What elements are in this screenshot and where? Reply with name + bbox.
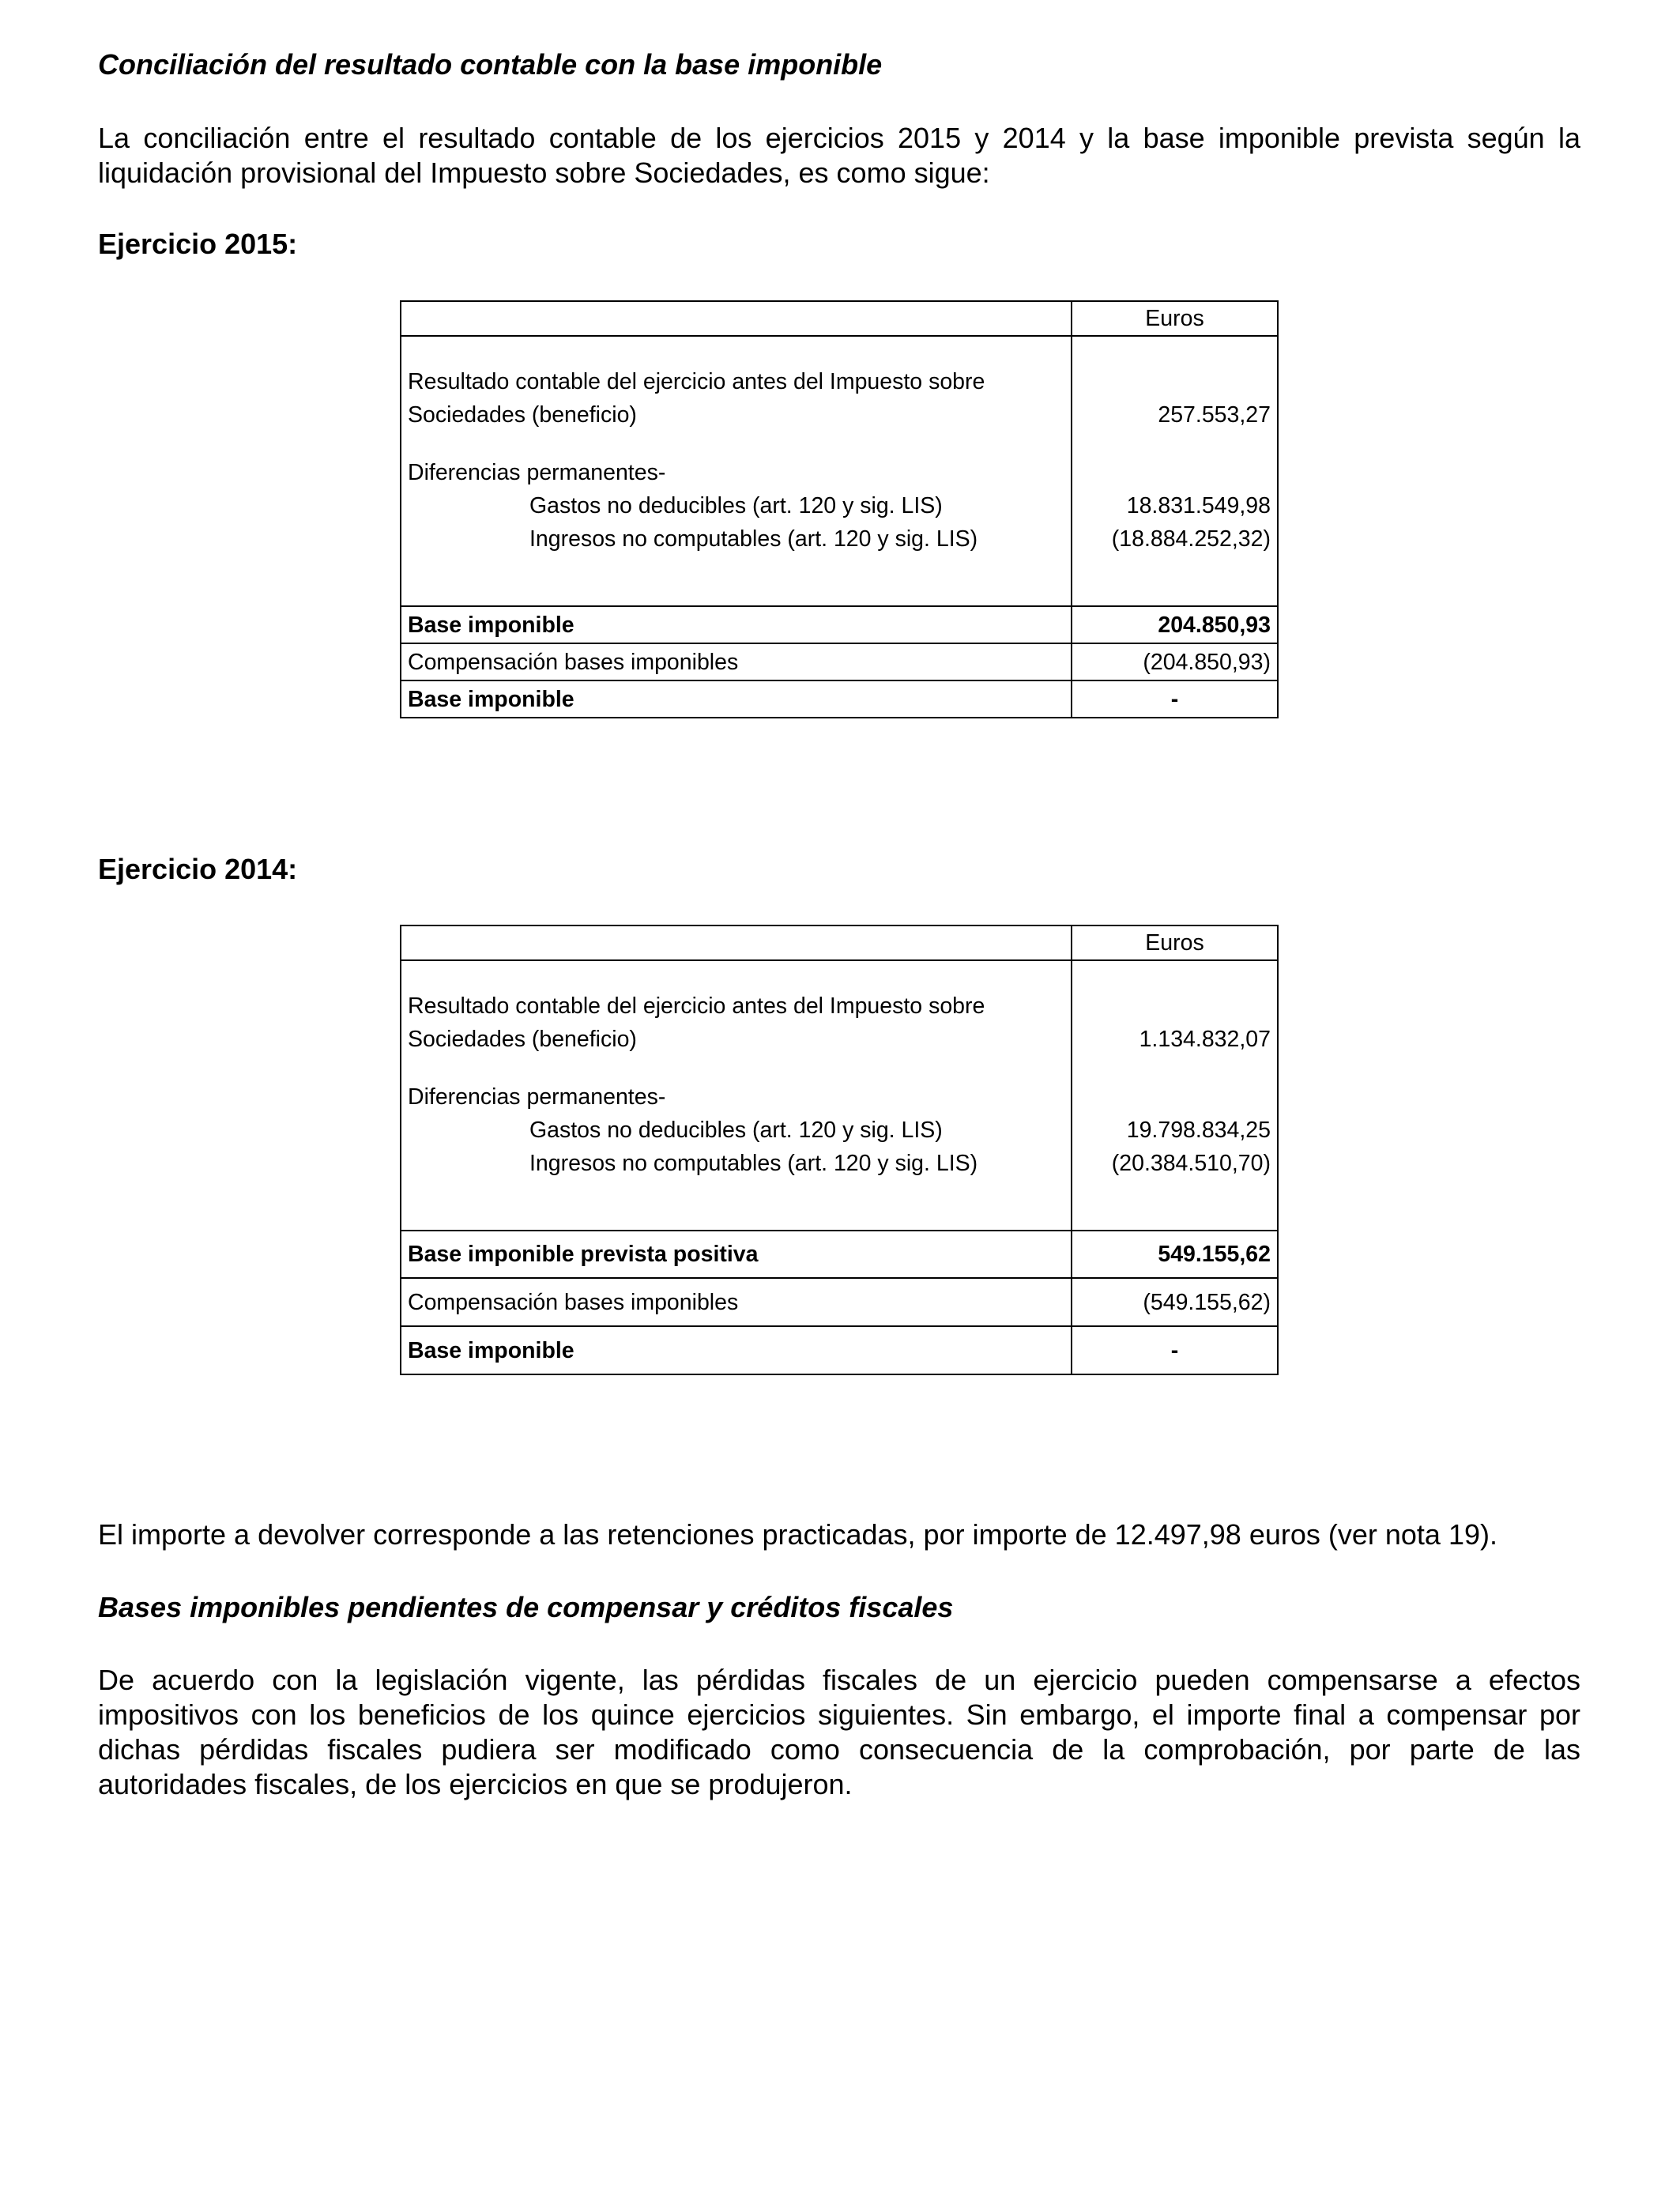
table-2014-blank-header [401, 925, 1072, 960]
table-2014-detail-values [1072, 960, 1278, 1231]
comp-value: (204.850,93) [1072, 643, 1278, 680]
final-value: - [1072, 680, 1278, 718]
table-2014-detail-labels [401, 960, 1072, 1231]
table-2014 [400, 925, 1279, 1375]
base-value: 204.850,93 [1072, 606, 1278, 643]
result-value: 257.553,27 [1158, 402, 1271, 428]
subsection-title: Bases imponibles pendientes de compensar y créditos fiscales [98, 1591, 954, 1623]
table-2015-blank-header [401, 301, 1072, 336]
base-value: 549.155,62 [1072, 1231, 1278, 1278]
refund-paragraph: El importe a devolver corresponde a las retenciones practicadas, por importe de 12.497,98 euros (ver nota 19). [98, 1518, 1497, 1551]
final-label: Base imponible [401, 1326, 1072, 1374]
result-label-line2: Sociedades (beneficio) [408, 1027, 637, 1052]
final-label: Base imponible [401, 680, 1072, 718]
ingresos-label: Ingresos no computables (art. 120 y sig. LIS) [529, 526, 978, 552]
section-title: Conciliación del resultado contable con la base imponible [98, 48, 883, 81]
legislation-paragraph: De acuerdo con la legislación vigente, las pérdidas fiscales de un ejercicio pueden compensarse a efectos impositivos con los beneficios de los quince ejercicios siguientes. Sin embargo, el importe final a compensar por dichas pérdidas fiscales pudiera ser modificado como consecuencia de la comprobación, por parte de las autoridades fiscales, de los ejercicios en que se produjeron. [98, 1664, 1580, 1800]
ingresos-value: (18.884.252,32) [1111, 526, 1271, 552]
gastos-value: 19.798.834,25 [1126, 1118, 1271, 1143]
gastos-label: Gastos no deducibles (art. 120 y sig. LIS) [529, 493, 943, 518]
ingresos-label: Ingresos no computables (art. 120 y sig. LIS) [529, 1151, 978, 1176]
table-2015-detail-values [1072, 336, 1278, 606]
result-label-line1: Resultado contable del ejercicio antes del Impuesto sobre [408, 369, 985, 394]
table-2015-detail-labels [401, 336, 1072, 606]
gastos-label: Gastos no deducibles (art. 120 y sig. LIS) [529, 1118, 943, 1143]
table-2015-heading: Ejercicio 2015: [98, 228, 298, 260]
result-label-line2: Sociedades (beneficio) [408, 402, 637, 428]
diff-label: Diferencias permanentes- [408, 1084, 666, 1110]
final-value: - [1072, 1326, 1278, 1374]
table-2014-column-header: Euros [1072, 925, 1278, 960]
table-2014-heading: Ejercicio 2014: [98, 853, 298, 885]
comp-label: Compensación bases imponibles [401, 643, 1072, 680]
table-2015-column-header: Euros [1072, 301, 1278, 336]
intro-paragraph: La conciliación entre el resultado contable de los ejercicios 2015 y 2014 y la base imponible prevista según la liquidación provisional del Impuesto sobre Sociedades, es como sigue: [98, 122, 1580, 189]
base-label: Base imponible prevista positiva [401, 1231, 1072, 1278]
base-label: Base imponible [401, 606, 1072, 643]
result-value: 1.134.832,07 [1139, 1027, 1271, 1052]
diff-label: Diferencias permanentes- [408, 460, 666, 485]
table-2015 [400, 300, 1279, 718]
ingresos-value: (20.384.510,70) [1111, 1151, 1271, 1176]
result-label-line1: Resultado contable del ejercicio antes del Impuesto sobre [408, 993, 985, 1019]
gastos-value: 18.831.549,98 [1126, 493, 1271, 518]
comp-label: Compensación bases imponibles [401, 1278, 1072, 1326]
comp-value: (549.155,62) [1072, 1278, 1278, 1326]
